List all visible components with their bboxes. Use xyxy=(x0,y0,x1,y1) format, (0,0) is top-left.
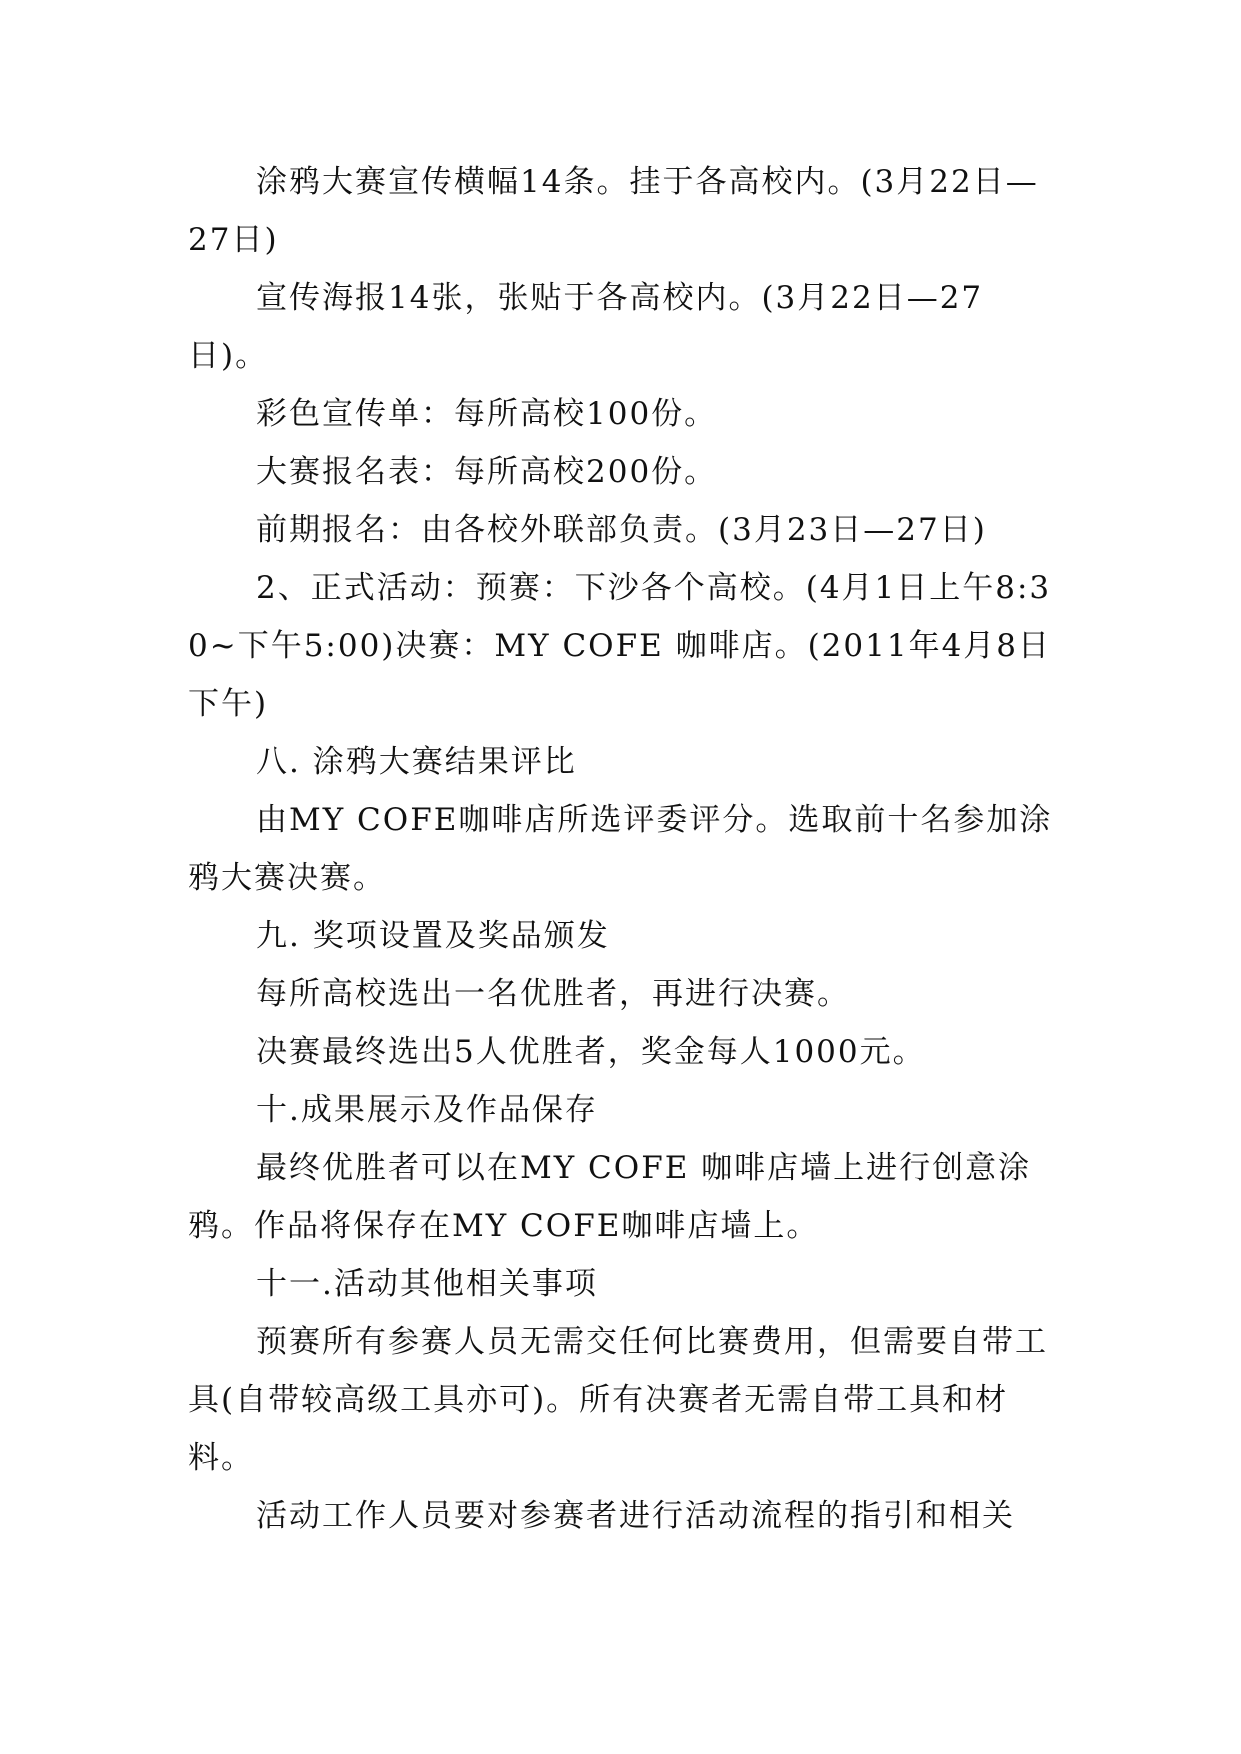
paragraph-showcase: 最终优胜者可以在MY COFE 咖啡店墙上进行创意涂鸦。作品将保存在MY COFE咖啡店墙上。 xyxy=(188,1150,1032,1244)
paragraph-formal-activity: 2、正式活动：预赛：下沙各个高校。(4月1日上午8:30~下午5:00)决赛：MY COFE 咖啡店。(2011年4月8日下午) xyxy=(188,570,1052,722)
section-heading-evaluation: 八. 涂鸦大赛结果评比 xyxy=(256,744,577,780)
section-heading-other-matters: 十一.活动其他相关事项 xyxy=(256,1266,598,1302)
paragraph-final-prize: 决赛最终选出5人优胜者，奖金每人1000元。 xyxy=(256,1034,926,1070)
section-heading-awards: 九. 奖项设置及奖品颁发 xyxy=(256,918,610,954)
paragraph-early-registration: 前期报名：由各校外联部负责。(3月23日—27日) xyxy=(256,512,987,548)
paragraph-banner: 涂鸦大赛宣传横幅14条。挂于各高校内。(3月22日—27日) xyxy=(188,164,1039,258)
document-body xyxy=(188,153,1054,1545)
paragraph-judging: 由MY COFE咖啡店所选评委评分。选取前十名参加涂鸦大赛决赛。 xyxy=(188,802,1053,896)
paragraph-poster: 宣传海报14张，张贴于各高校内。(3月22日—27日)。 xyxy=(188,280,984,374)
paragraph-registration-form: 大赛报名表：每所高校200份。 xyxy=(256,454,718,490)
paragraph-staff-guidance: 活动工作人员要对参赛者进行活动流程的指引和相关 xyxy=(256,1498,1015,1534)
paragraph-flyer: 彩色宣传单：每所高校100份。 xyxy=(256,396,718,432)
paragraph-fees-tools: 预赛所有参赛人员无需交任何比赛费用，但需要自带工具(自带较高级工具亦可)。所有决赛者无需自带工具和材料。 xyxy=(188,1324,1048,1476)
section-heading-showcase: 十.成果展示及作品保存 xyxy=(256,1092,598,1128)
paragraph-winner-per-school: 每所高校选出一名优胜者，再进行决赛。 xyxy=(256,976,850,1012)
